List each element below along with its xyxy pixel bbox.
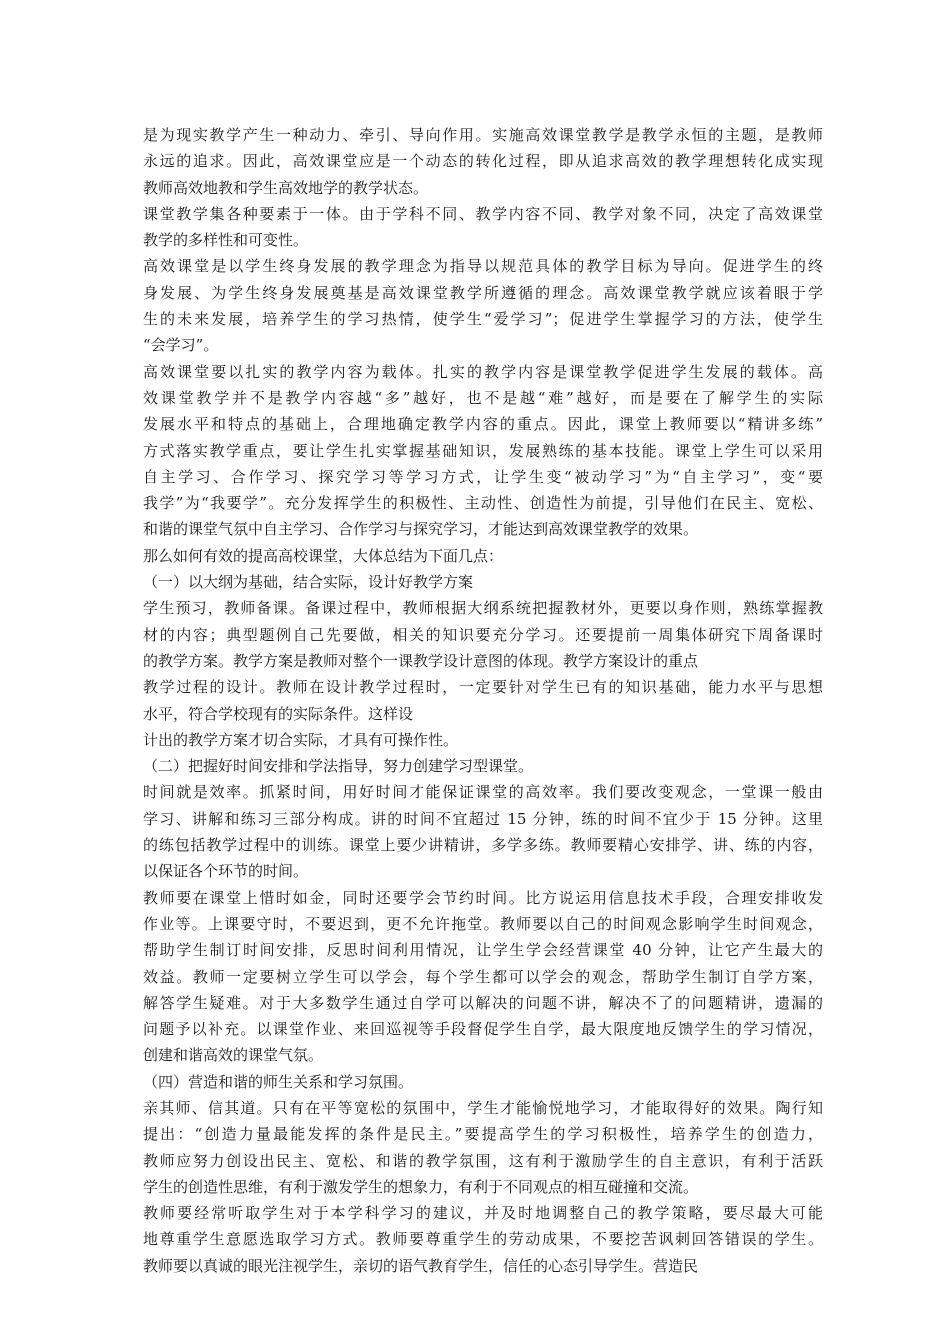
text-line: 亲其师、信其道。只有在平等宽松的氛围中，学生才能愉悦地学习，才能取得好的效果。陶行知: [143, 1098, 823, 1117]
text-line: 高效课堂要以扎实的教学内容为载体。扎实的教学内容是课堂教学促进学生发展的载体。高: [143, 362, 823, 381]
text-line: 永远的追求。因此，高效课堂应是一个动态的转化过程，即从追求高效的教学理想转化成实现: [143, 152, 823, 171]
text-line: 教师要经常听取学生对于本学科学习的建议，并及时地调整自己的教学策略，要尽最大可能: [143, 1204, 823, 1223]
text-line: 帮助学生制订时间安排，反思时间利用情况，让学生学会经营课堂 40 分钟，让它产生最大的: [143, 941, 823, 960]
text-line: 生的未来发展，培养学生的学习热情，使学生“爱学习”；促进学生掌握学习的方法，使学生: [143, 310, 823, 329]
text-line: 教师要在课堂上惜时如金，同时还要学会节约时间。比方说运用信息技术手段，合理安排收发: [143, 888, 823, 907]
text-line: 课堂教学集各种要素于一体。由于学科不同、教学内容不同、教学对象不同，决定了高效课堂: [143, 204, 823, 223]
text-line: 教学过程的设计。教师在设计教学过程时，一定要针对学生已有的知识基础，能力水平与思想: [143, 678, 823, 697]
text-line: 是为现实教学产生一种动力、牵引、导向作用。实施高效课堂教学是教学永恒的主题，是教师: [143, 126, 823, 144]
text-line: 问题予以补充。以课堂作业、来回巡视等手段督促学生自学，最大限度地反馈学生的学习情况，: [143, 1020, 823, 1039]
text-line: 发展水平和特点的基础上，合理地确定教学内容的重点。因此，课堂上教师要以“精讲多练”: [143, 415, 823, 434]
text-line: 和谐的课堂气氛中自主学习、合作学习与探究学习，才能达到高效课堂教学的效果。: [143, 520, 699, 539]
text-line: 那么如何有效的提高高校课堂，大体总结为下面几点：: [143, 546, 504, 565]
text-line: 计出的教学方案才切合实际，才具有可操作性。: [143, 730, 459, 749]
text-line: 方式落实教学重点，要让学生扎实掌握基础知识，发展熟练的基本技能。课堂上学生可以采用: [143, 441, 823, 460]
text-line: 解答学生疑难。对于大多数学生通过自学可以解决的问题不讲，解决不了的问题精讲，遗漏的: [143, 993, 823, 1012]
text-line: 教学的多样性和可变性。: [143, 231, 309, 250]
text-line: 地尊重学生意愿选取学习方式。教师要尊重学生的劳动成果，不要挖苦讽刺回答错误的学生。: [143, 1230, 823, 1249]
text-line: 我学”为“我要学”。充分发挥学生的积极性、主动性、创造性为前提，引导他们在民主、宽松、: [143, 494, 823, 513]
text-line: 教师要以真诚的眼光注视学生，亲切的语气教育学生，信任的心态引导学生。营造民: [143, 1256, 699, 1275]
text-line: 学生的创造性思维，有利于激发学生的想象力，有利于不同观点的相互碰撞和交流。: [143, 1177, 699, 1196]
text-line: 提出：“创造力量最能发挥的条件是民主。”要提高学生的学习积极性，培养学生的创造力，: [143, 1125, 823, 1144]
text-line: 创建和谐高效的课堂气氛。: [143, 1046, 324, 1065]
text-line: 教师应努力创设出民主、宽松、和谐的教学氛围，这有利于激励学生的自主意识，有利于活跃: [143, 1151, 823, 1170]
section-heading: （一）以大纲为基础，结合实际，设计好教学方案: [143, 573, 474, 592]
text-line: “会学习”。: [143, 336, 219, 355]
text-line: 教师高效地教和学生高效地学的教学状态。: [143, 178, 429, 197]
text-line: 自主学习、合作学习、探究学习等学习方式，让学生变“被动学习”为“自主学习”，变“要: [143, 467, 823, 486]
text-line: 高效课堂是以学生终身发展的教学理念为指导以规范具体的教学目标为导向。促进学生的终: [143, 257, 823, 276]
text-line: 时间就是效率。抓紧时间，用好时间才能保证课堂的高效率。我们要改变观念，一堂课一般由: [143, 783, 823, 802]
text-line: 效课堂教学并不是教学内容越“多”越好，也不是越“难”越好，而是要在了解学生的实际: [143, 388, 823, 407]
text-line: 的练包括教学过程中的训练。课堂上要少讲精讲，多学多练。教师要精心安排学、讲、练的内容，: [143, 836, 823, 855]
document-body: [143, 122, 823, 1279]
text-line: 学习、讲解和练习三部分构成。讲的时间不宜超过 15 分钟，练的时间不宜少于 15 分钟。这里: [143, 809, 823, 828]
section-heading: （四）营造和谐的师生关系和学习氛围。: [143, 1072, 414, 1091]
text-line: 的教学方案。教学方案是教师对整个一课教学设计意图的体现。教学方案设计的重点: [143, 651, 699, 670]
text-line: 作业等。上课要守时，不要迟到，更不允许拖堂。教师要以自己的时间观念影响学生时间观念，: [143, 914, 823, 933]
section-heading: （二）把握好时间安排和学法指导，努力创建学习型课堂。: [143, 757, 534, 776]
text-line: 材的内容；典型题例自己先要做，相关的知识要充分学习。还要提前一周集体研究下周备课时: [143, 625, 823, 644]
text-line: 效益。教师一定要树立学生可以学会，每个学生都可以学会的观念，帮助学生制订自学方案，: [143, 967, 823, 986]
text-line: 以保证各个环节的时间。: [143, 862, 309, 881]
text-line: 学生预习，教师备课。备课过程中，教师根据大纲系统把握教材外，更要以身作则，熟练掌握教: [143, 599, 823, 618]
text-line: 水平，符合学校现有的实际条件。这样设: [143, 704, 414, 723]
text-line: 身发展、为学生终身发展奠基是高效课堂教学所遵循的理念。高效课堂教学就应该着眼于学: [143, 283, 823, 302]
